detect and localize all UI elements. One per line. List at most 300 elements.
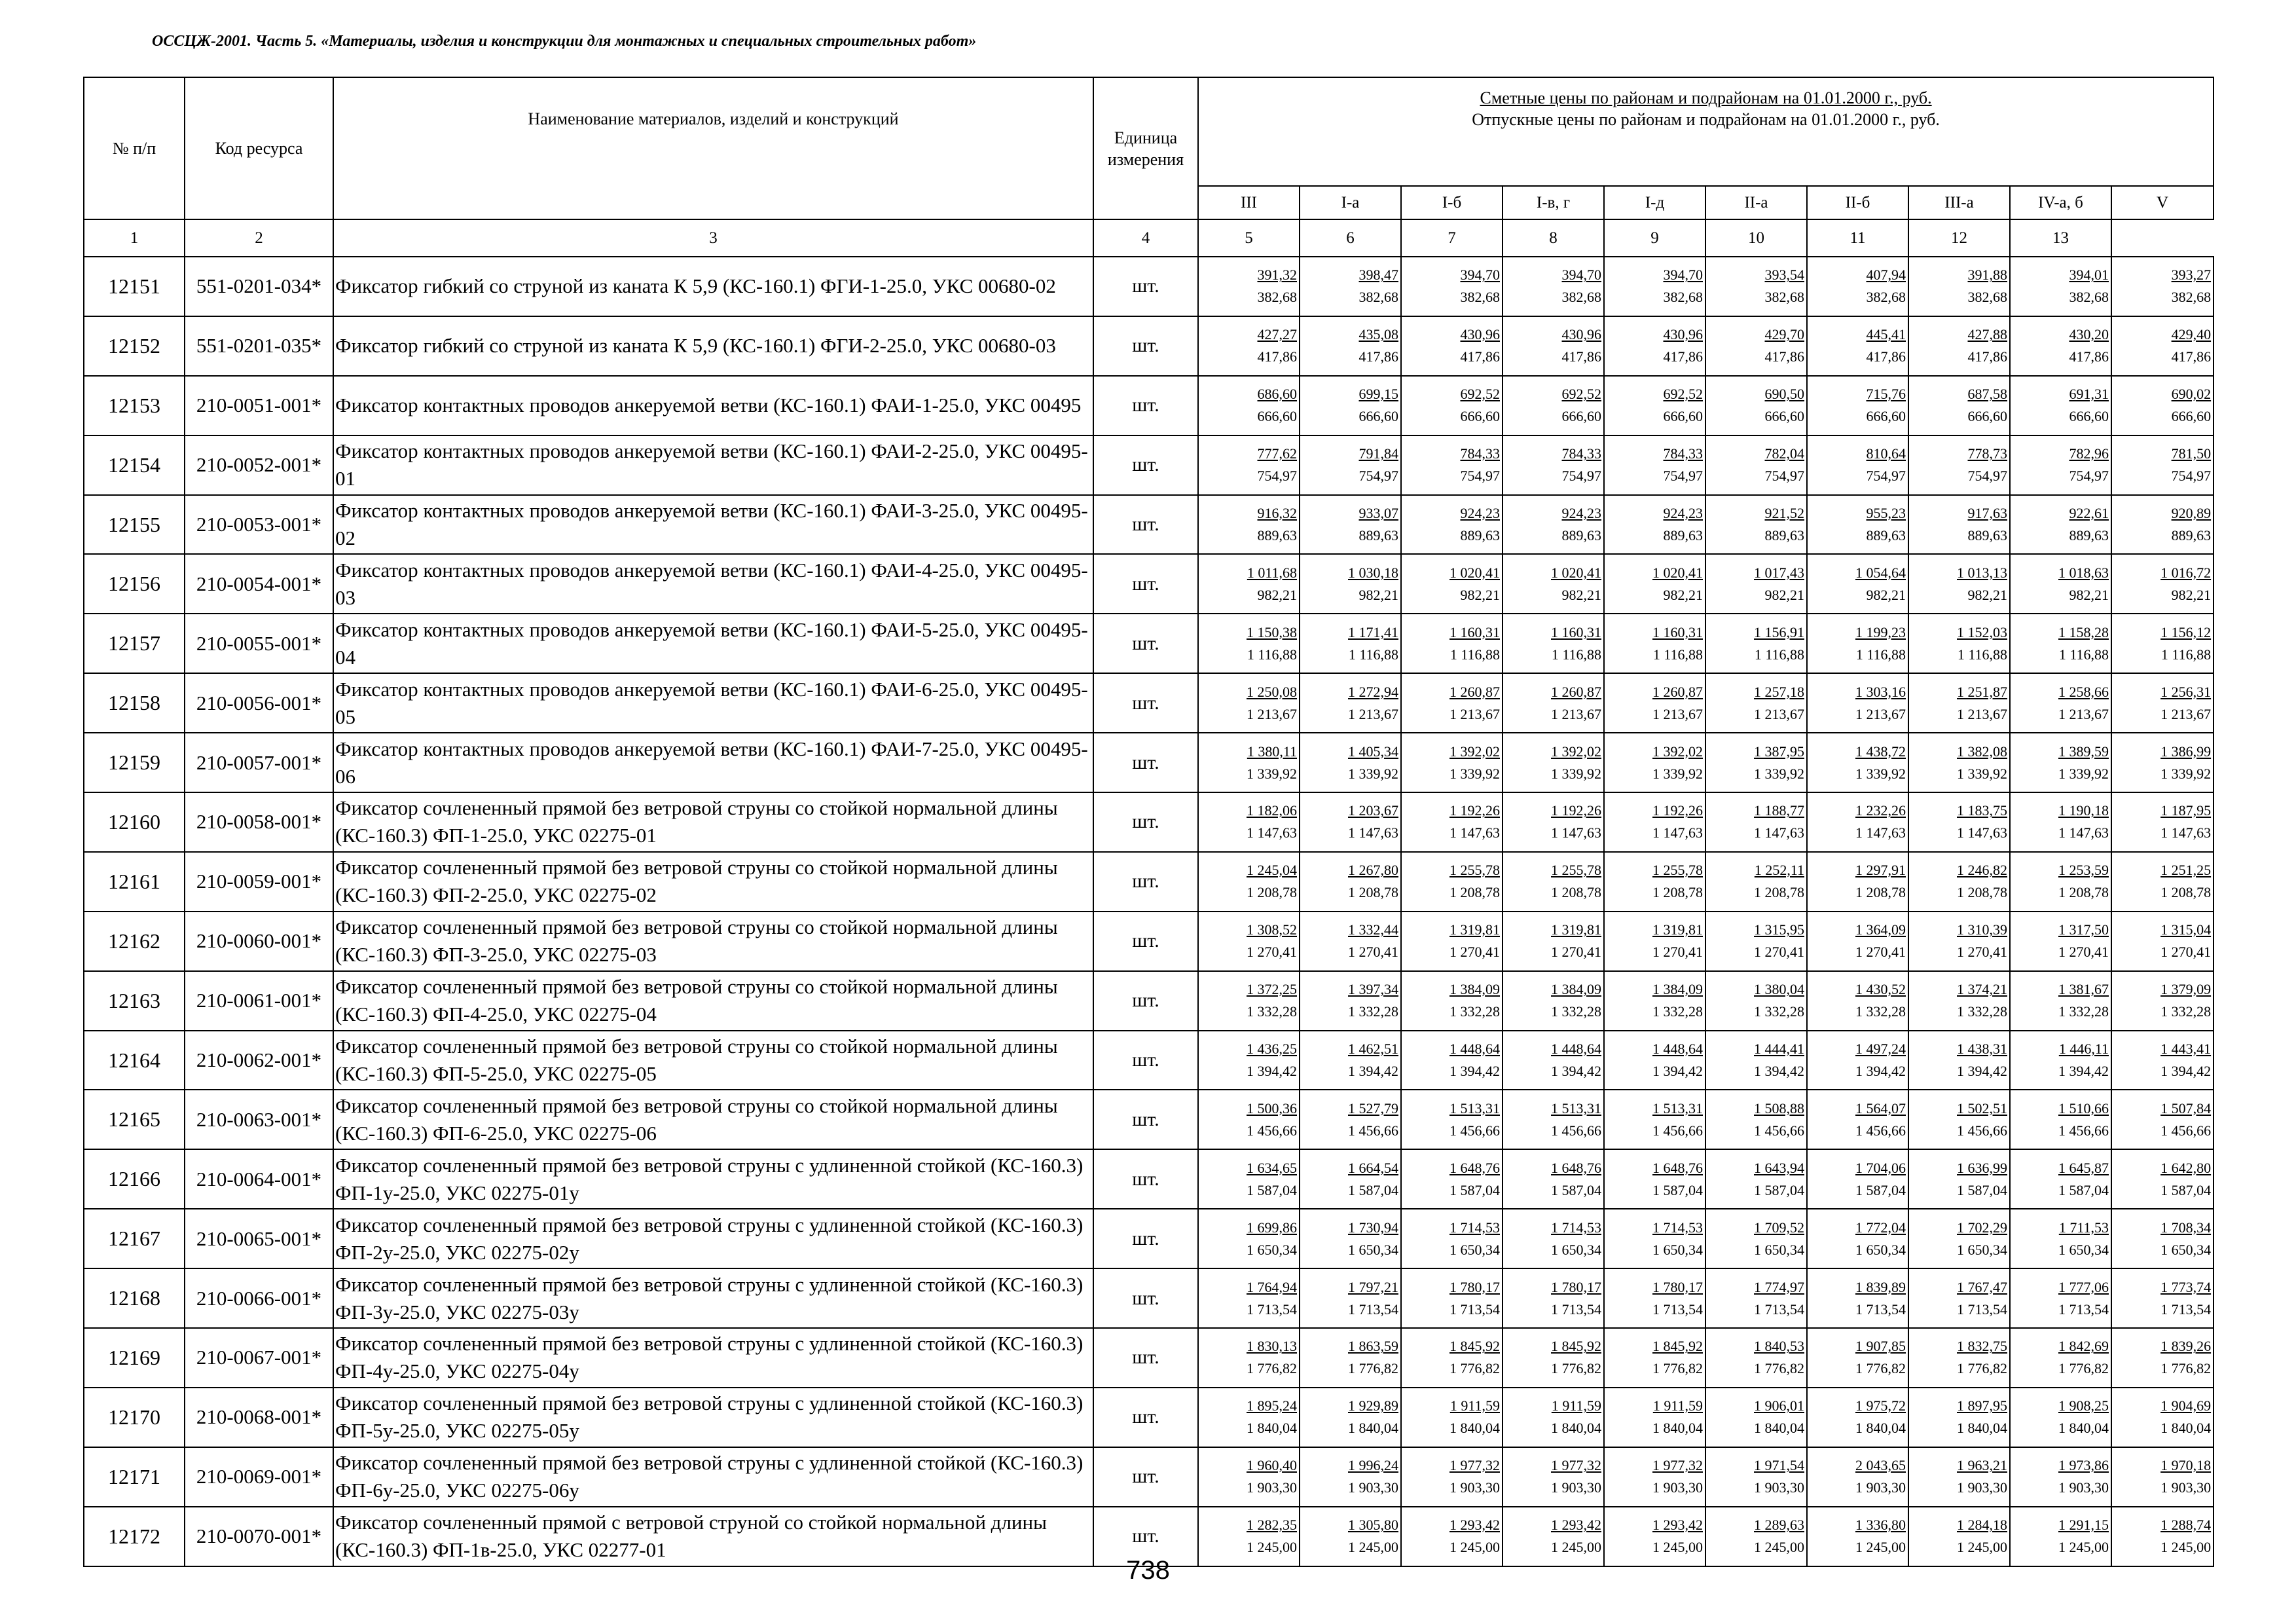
table-row (84, 1149, 2214, 1209)
estimate-price: 1 830,13 (1247, 1338, 1297, 1355)
estimate-price: 1 513,31 (1551, 1099, 1601, 1116)
release-price: 1 213,67 (2058, 705, 2109, 722)
table-row (84, 1090, 2214, 1149)
estimate-price: 435,08 (1358, 326, 1398, 343)
estimate-price: 955,23 (1866, 505, 1906, 521)
release-price: 889,63 (1663, 527, 1703, 544)
price-cell (2010, 971, 2111, 1031)
release-price: 1 650,34 (1348, 1241, 1398, 1258)
release-price: 1 339,92 (2058, 765, 2109, 782)
release-price: 1 587,04 (1247, 1181, 1297, 1198)
price-cell (1300, 435, 1401, 495)
price-cell (2111, 1149, 2214, 1209)
material-name: Фиксатор гибкий со струной из каната К 5,9 (КС-160.1) ФГИ-1-25.0, УКС 00680-02 (333, 257, 1093, 316)
estimate-price: 1 975,72 (1855, 1397, 1906, 1414)
release-price: 1 587,04 (1855, 1181, 1906, 1198)
price-cell (1807, 316, 1908, 376)
release-price: 1 587,04 (1348, 1181, 1398, 1198)
unit: шт. (1093, 1328, 1198, 1388)
release-price: 1 776,82 (1855, 1360, 1906, 1377)
estimate-price: 1 704,06 (1855, 1159, 1906, 1176)
price-table-body (84, 257, 2214, 1566)
estimate-price: 1 963,21 (1957, 1457, 2007, 1474)
release-price: 889,63 (1764, 527, 1804, 544)
price-cell (1503, 1447, 1604, 1507)
release-price: 1 245,00 (1652, 1539, 1703, 1556)
row-number: 12162 (84, 912, 185, 971)
price-cell (2010, 852, 2111, 912)
estimate-price: 1 443,41 (2160, 1041, 2212, 1058)
price-cell (1401, 316, 1503, 376)
estimate-price: 2 043,65 (1855, 1457, 1906, 1474)
estimate-price: 1 255,78 (1449, 862, 1500, 879)
unit: шт. (1093, 852, 1198, 912)
price-cell (1300, 614, 1401, 673)
release-price: 1 587,04 (1449, 1181, 1500, 1198)
unit: шт. (1093, 673, 1198, 733)
release-price: 1 339,92 (1652, 765, 1703, 782)
estimate-price: 778,73 (1967, 445, 2007, 462)
estimate-price: 430,96 (1561, 326, 1601, 343)
column-number: 12 (1908, 219, 2010, 257)
estimate-price: 1 308,52 (1247, 921, 1297, 938)
release-price: 1 116,88 (2058, 646, 2109, 663)
estimate-price: 810,64 (1866, 445, 1906, 462)
estimate-price: 1 258,66 (2058, 683, 2109, 700)
estimate-price: 427,27 (1257, 326, 1297, 343)
release-price: 1 394,42 (2160, 1063, 2212, 1080)
release-price: 1 903,30 (1247, 1479, 1297, 1496)
price-cell (2010, 733, 2111, 792)
release-price: 1 332,28 (1754, 1003, 1804, 1020)
estimate-price: 1 977,32 (1551, 1457, 1601, 1474)
estimate-price: 430,96 (1663, 326, 1703, 343)
price-cell (1300, 912, 1401, 971)
price-cell (1198, 1447, 1300, 1507)
release-price: 1 903,30 (1855, 1479, 1906, 1496)
estimate-price: 391,88 (1967, 267, 2007, 284)
estimate-price: 1 895,24 (1247, 1397, 1297, 1414)
release-price: 1 213,67 (1348, 705, 1398, 722)
release-price: 1 270,41 (1957, 944, 2007, 961)
resource-code: 210-0061-001* (185, 971, 333, 1031)
price-cell (1705, 1090, 1807, 1149)
price-cell (1705, 1388, 1807, 1447)
price-cell (2010, 316, 2111, 376)
material-name: Фиксатор сочлененный прямой без ветровой струны с удлиненной стойкой (КС-160.3) ФП-5у-25.0, УКС 02275-05у (333, 1388, 1093, 1447)
price-cell (1401, 912, 1503, 971)
price-cell (2010, 1268, 2111, 1328)
price-cell (1807, 614, 1908, 673)
price-cell (1401, 971, 1503, 1031)
estimate-price: 1 642,80 (2160, 1159, 2212, 1176)
release-price: 1 147,63 (1957, 824, 2007, 841)
estimate-price: 1 772,04 (1855, 1219, 1906, 1236)
release-price: 1 456,66 (1754, 1122, 1804, 1139)
region-header: I-д (1604, 186, 1705, 219)
estimate-price: 429,40 (2171, 326, 2212, 343)
price-cell (1198, 1090, 1300, 1149)
price-cell (1604, 1209, 1705, 1268)
header-prices (1198, 77, 2214, 186)
price-cell (1300, 1149, 1401, 1209)
estimate-price: 394,01 (2069, 267, 2109, 284)
price-cell (1908, 257, 2010, 316)
estimate-price: 1 527,79 (1348, 1099, 1398, 1116)
release-price: 1 840,04 (2058, 1420, 2109, 1437)
release-price: 1 116,88 (2160, 646, 2212, 663)
estimate-price: 1 714,53 (1652, 1219, 1703, 1236)
release-price: 1 456,66 (2160, 1122, 2212, 1139)
estimate-price: 1 379,09 (2160, 981, 2212, 998)
price-cell (1604, 852, 1705, 912)
price-cell (1503, 971, 1604, 1031)
release-price: 754,97 (1866, 468, 1906, 485)
price-cell (1300, 376, 1401, 435)
price-cell (2010, 376, 2111, 435)
estimate-price: 1 840,53 (1754, 1338, 1804, 1355)
material-name: Фиксатор сочлененный прямой с ветровой струной со стойкой нормальной длины (КС-160.3) ФП-1в-25.0, УКС 02277-01 (333, 1507, 1093, 1566)
price-cell (1503, 1209, 1604, 1268)
release-price: 754,97 (1257, 468, 1297, 485)
release-price: 1 147,63 (1855, 824, 1906, 841)
estimate-price: 394,70 (1663, 267, 1703, 284)
estimate-price: 1 013,13 (1957, 564, 2007, 581)
row-number: 12166 (84, 1149, 185, 1209)
estimate-price: 1 392,02 (1449, 743, 1500, 760)
price-cell (2010, 1031, 2111, 1090)
unit: шт. (1093, 1090, 1198, 1149)
release-price: 1 213,67 (1957, 705, 2007, 722)
estimate-price: 1 158,28 (2058, 623, 2109, 640)
estimate-price: 1 192,26 (1551, 802, 1601, 819)
release-price: 1 339,92 (1449, 765, 1500, 782)
price-cell (1300, 1328, 1401, 1388)
price-cell (1503, 435, 1604, 495)
estimate-price: 1 372,25 (1247, 981, 1297, 998)
row-number: 12170 (84, 1388, 185, 1447)
release-price: 1 840,04 (1855, 1420, 1906, 1437)
estimate-price: 1 973,86 (2058, 1457, 2109, 1474)
row-number: 12169 (84, 1328, 185, 1388)
estimate-price: 1 839,26 (2160, 1338, 2212, 1355)
price-cell (1807, 1388, 1908, 1447)
row-number: 12163 (84, 971, 185, 1031)
release-price: 889,63 (1460, 527, 1500, 544)
estimate-price: 1 500,36 (1247, 1099, 1297, 1116)
release-price: 1 903,30 (2058, 1479, 2109, 1496)
price-cell (1604, 971, 1705, 1031)
price-cell (1198, 971, 1300, 1031)
release-price: 1 840,04 (1652, 1420, 1703, 1437)
release-price: 1 840,04 (1247, 1420, 1297, 1437)
price-cell (1705, 1328, 1807, 1388)
release-price: 754,97 (1561, 468, 1601, 485)
release-price: 1 339,92 (2160, 765, 2212, 782)
release-price: 382,68 (2171, 289, 2212, 306)
estimate-price: 1 648,76 (1449, 1159, 1500, 1176)
resource-code: 210-0056-001* (185, 673, 333, 733)
estimate-price: 1 382,08 (1957, 743, 2007, 760)
price-cell (2010, 1090, 2111, 1149)
material-name: Фиксатор контактных проводов анкеруемой ветви (КС-160.1) ФАИ-3-25.0, УКС 00495-02 (333, 495, 1093, 555)
resource-code: 210-0058-001* (185, 792, 333, 852)
estimate-price: 1 448,64 (1652, 1041, 1703, 1058)
estimate-price: 920,89 (2171, 505, 2212, 521)
estimate-price: 1 508,88 (1754, 1099, 1804, 1116)
material-name: Фиксатор контактных проводов анкеруемой ветви (КС-160.1) ФАИ-1-25.0, УКС 00495 (333, 376, 1093, 435)
table-row (84, 1268, 2214, 1328)
price-cell (1908, 376, 2010, 435)
release-price: 1 776,82 (2058, 1360, 2109, 1377)
price-cell (2111, 1268, 2214, 1328)
release-price: 1 208,78 (1551, 884, 1601, 901)
price-cell (1705, 733, 1807, 792)
release-price: 417,86 (2171, 348, 2212, 365)
estimate-price: 1 251,25 (2160, 862, 2212, 879)
estimate-price: 1 643,94 (1754, 1159, 1804, 1176)
price-cell (1198, 673, 1300, 733)
estimate-price: 1 929,89 (1348, 1397, 1398, 1414)
price-cell (1503, 495, 1604, 555)
estimate-price: 1 260,87 (1652, 683, 1703, 700)
price-cell (1604, 1031, 1705, 1090)
release-price: 1 394,42 (1754, 1063, 1804, 1080)
header-prices-release: Отпускные цены по районам и подрайонам на 01.01.2000 г., руб. (1472, 110, 1940, 129)
unit: шт. (1093, 1031, 1198, 1090)
estimate-price: 1 777,06 (2058, 1278, 2109, 1295)
resource-code: 551-0201-034* (185, 257, 333, 316)
release-price: 1 332,28 (1652, 1003, 1703, 1020)
row-number: 12157 (84, 614, 185, 673)
estimate-price: 1 448,64 (1449, 1041, 1500, 1058)
estimate-price: 933,07 (1358, 505, 1398, 521)
table-row (84, 971, 2214, 1031)
price-cell (2010, 614, 2111, 673)
price-cell (1705, 852, 1807, 912)
price-cell (1908, 1447, 2010, 1507)
release-price: 1 394,42 (1855, 1063, 1906, 1080)
estimate-price: 1 845,92 (1652, 1338, 1703, 1355)
release-price: 1 116,88 (1652, 646, 1703, 663)
estimate-price: 1 845,92 (1449, 1338, 1500, 1355)
resource-code: 210-0064-001* (185, 1149, 333, 1209)
release-price: 417,86 (1663, 348, 1703, 365)
unit: шт. (1093, 1388, 1198, 1447)
release-price: 1 213,67 (1855, 705, 1906, 722)
price-cell (1198, 1388, 1300, 1447)
price-cell (1401, 1388, 1503, 1447)
price-cell (1705, 614, 1807, 673)
price-cell (1503, 376, 1604, 435)
region-header: III-а (1908, 186, 2010, 219)
material-name: Фиксатор сочлененный прямой без ветровой струны с удлиненной стойкой (КС-160.3) ФП-3у-25.0, УКС 02275-03у (333, 1268, 1093, 1328)
price-cell (1604, 1388, 1705, 1447)
release-price: 1 147,63 (2058, 824, 2109, 841)
material-name: Фиксатор сочлененный прямой без ветровой струны со стойкой нормальной длины (КС-160.3) ФП-6-25.0, УКС 02275-06 (333, 1090, 1093, 1149)
estimate-price: 430,96 (1460, 326, 1500, 343)
estimate-price: 1 634,65 (1247, 1159, 1297, 1176)
unit: шт. (1093, 376, 1198, 435)
estimate-price: 1 293,42 (1652, 1517, 1703, 1534)
release-price: 382,68 (1358, 289, 1398, 306)
release-price: 1 587,04 (1754, 1181, 1804, 1198)
estimate-price: 687,58 (1967, 386, 2007, 403)
release-price: 1 456,66 (1957, 1122, 2007, 1139)
column-number: 7 (1401, 219, 1503, 257)
release-price: 1 208,78 (1348, 884, 1398, 901)
price-cell (1300, 792, 1401, 852)
price-cell (1401, 554, 1503, 614)
estimate-price: 784,33 (1460, 445, 1500, 462)
release-price: 1 213,67 (1754, 705, 1804, 722)
estimate-price: 1 904,69 (2160, 1397, 2212, 1414)
column-number: 2 (185, 219, 333, 257)
price-cell (1705, 1149, 1807, 1209)
estimate-price: 1 282,35 (1247, 1517, 1297, 1534)
estimate-price: 1 381,67 (2058, 981, 2109, 998)
price-cell (2111, 673, 2214, 733)
price-cell (1807, 852, 1908, 912)
estimate-price: 1 317,50 (2058, 921, 2109, 938)
price-table (83, 77, 2214, 1567)
release-price: 1 270,41 (2160, 944, 2212, 961)
estimate-price: 1 438,31 (1957, 1041, 2007, 1058)
estimate-price: 692,52 (1460, 386, 1500, 403)
estimate-price: 1 332,44 (1348, 921, 1398, 938)
release-price: 889,63 (1967, 527, 2007, 544)
release-price: 1 339,92 (1855, 765, 1906, 782)
document-header: ОССЦЖ-2001. Часть 5. «Материалы, изделия и конструкции для монтажных и специальных строительных работ» (152, 33, 977, 50)
release-price: 382,68 (1764, 289, 1804, 306)
price-cell (2010, 1149, 2111, 1209)
release-price: 1 245,00 (1551, 1539, 1601, 1556)
estimate-price: 1 245,04 (1247, 862, 1297, 879)
release-price: 417,86 (1460, 348, 1500, 365)
estimate-price: 1 293,42 (1551, 1517, 1601, 1534)
estimate-price: 782,04 (1764, 445, 1804, 462)
price-cell (1198, 1209, 1300, 1268)
column-number: 10 (1705, 219, 1807, 257)
estimate-price: 784,33 (1561, 445, 1601, 462)
estimate-price: 1 380,04 (1754, 981, 1804, 998)
release-price: 1 776,82 (1348, 1360, 1398, 1377)
estimate-price: 1 389,59 (2058, 743, 2109, 760)
estimate-price: 1 764,94 (1247, 1278, 1297, 1295)
release-price: 1 245,00 (2160, 1539, 2212, 1556)
price-cell (1908, 495, 2010, 555)
estimate-price: 1 190,18 (2058, 802, 2109, 819)
release-price: 1 147,63 (1449, 824, 1500, 841)
release-price: 1 270,41 (1551, 944, 1601, 961)
estimate-price: 1 832,75 (1957, 1338, 2007, 1355)
price-cell (1401, 792, 1503, 852)
price-cell (1300, 1268, 1401, 1328)
estimate-price: 921,52 (1764, 505, 1804, 521)
price-cell (1300, 1209, 1401, 1268)
release-price: 982,21 (1967, 586, 2007, 603)
unit: шт. (1093, 733, 1198, 792)
release-price: 1 713,54 (1652, 1301, 1703, 1318)
estimate-price: 1 319,81 (1551, 921, 1601, 938)
estimate-price: 1 773,74 (2160, 1278, 2212, 1295)
estimate-price: 1 255,78 (1652, 862, 1703, 879)
release-price: 1 332,28 (2058, 1003, 2109, 1020)
row-number: 12155 (84, 495, 185, 555)
estimate-price: 1 708,34 (2160, 1219, 2212, 1236)
price-cell (1807, 495, 1908, 555)
estimate-price: 430,20 (2069, 326, 2109, 343)
row-number: 12154 (84, 435, 185, 495)
estimate-price: 1 182,06 (1247, 802, 1297, 819)
price-cell (1705, 1447, 1807, 1507)
estimate-price: 1 315,04 (2160, 921, 2212, 938)
estimate-price: 922,61 (2069, 505, 2109, 521)
estimate-price: 1 392,02 (1652, 743, 1703, 760)
estimate-price: 1 011,68 (1247, 564, 1297, 581)
unit: шт. (1093, 1149, 1198, 1209)
release-price: 889,63 (1257, 527, 1297, 544)
unit: шт. (1093, 1447, 1198, 1507)
release-price: 1 587,04 (1957, 1181, 2007, 1198)
price-cell (1807, 1268, 1908, 1328)
price-cell (1705, 376, 1807, 435)
release-price: 1 650,34 (1957, 1241, 2007, 1258)
price-cell (1503, 257, 1604, 316)
estimate-price: 1 156,91 (1754, 623, 1804, 640)
release-price: 417,86 (1358, 348, 1398, 365)
price-cell (1198, 1149, 1300, 1209)
estimate-price: 782,96 (2069, 445, 2109, 462)
table-row (84, 912, 2214, 971)
estimate-price: 1 906,01 (1754, 1397, 1804, 1414)
release-price: 1 270,41 (1348, 944, 1398, 961)
estimate-price: 1 392,02 (1551, 743, 1601, 760)
price-cell (1604, 733, 1705, 792)
price-cell (1198, 376, 1300, 435)
release-price: 1 650,34 (1449, 1241, 1500, 1258)
estimate-price: 1 780,17 (1551, 1278, 1601, 1295)
material-name: Фиксатор контактных проводов анкеруемой ветви (КС-160.1) ФАИ-2-25.0, УКС 00495-01 (333, 435, 1093, 495)
table-row (84, 435, 2214, 495)
estimate-price: 1 336,80 (1855, 1517, 1906, 1534)
resource-code: 210-0052-001* (185, 435, 333, 495)
resource-code: 210-0062-001* (185, 1031, 333, 1090)
release-price: 382,68 (1257, 289, 1297, 306)
estimate-price: 1 251,87 (1957, 683, 2007, 700)
release-price: 982,21 (1764, 586, 1804, 603)
price-cell (1503, 1268, 1604, 1328)
estimate-price: 394,70 (1561, 267, 1601, 284)
release-price: 1 903,30 (1957, 1479, 2007, 1496)
estimate-price: 1 446,11 (2058, 1041, 2109, 1058)
estimate-price: 690,50 (1764, 386, 1804, 403)
release-price: 1 903,30 (1652, 1479, 1703, 1496)
release-price: 1 456,66 (1449, 1122, 1500, 1139)
price-cell (2010, 912, 2111, 971)
release-price: 1 245,00 (1754, 1539, 1804, 1556)
price-cell (1807, 1031, 1908, 1090)
price-cell (1198, 316, 1300, 376)
material-name: Фиксатор сочлененный прямой без ветровой струны со стойкой нормальной длины (КС-160.3) ФП-2-25.0, УКС 02275-02 (333, 852, 1093, 912)
price-cell (1503, 554, 1604, 614)
release-price: 1 713,54 (1449, 1301, 1500, 1318)
release-price: 1 776,82 (1551, 1360, 1601, 1377)
estimate-price: 1 648,76 (1652, 1159, 1703, 1176)
estimate-price: 1 971,54 (1754, 1457, 1804, 1474)
estimate-price: 1 636,99 (1957, 1159, 2007, 1176)
estimate-price: 1 714,53 (1449, 1219, 1500, 1236)
